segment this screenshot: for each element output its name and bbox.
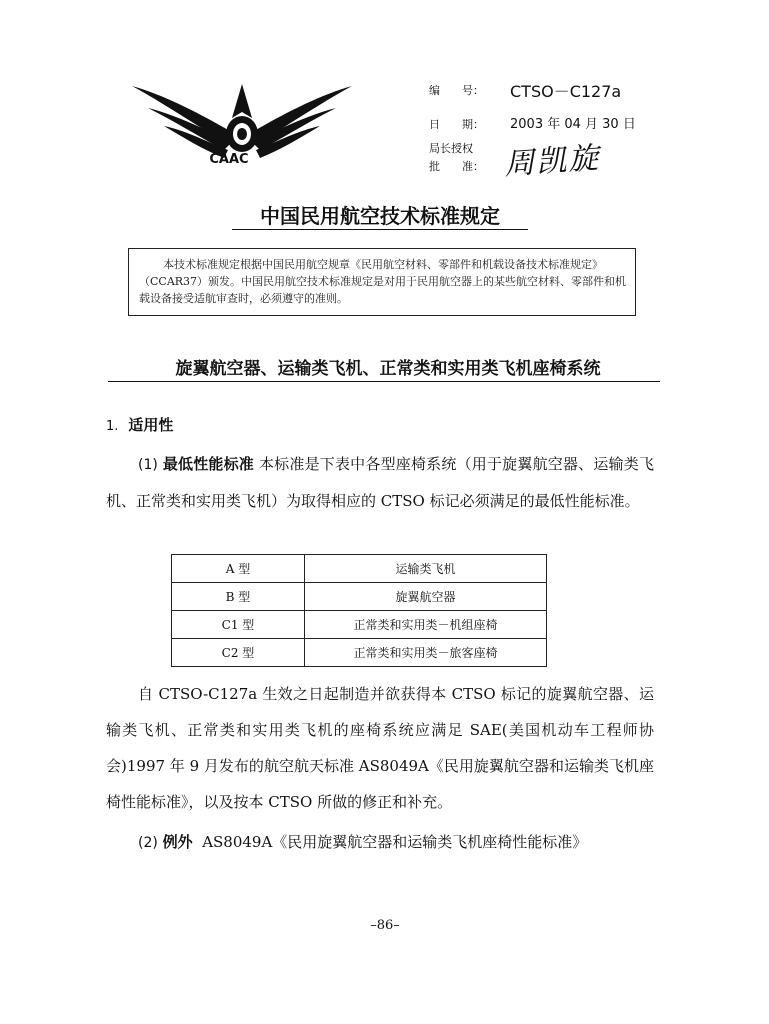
logo-text: CAAC	[209, 152, 249, 167]
paragraph-1-text: 本标准是下表中各型座椅系统（用于旋翼航空器、运输类飞机、正常类和实用类飞机）为取得相应的 CTSO 标记必须满足的最低性能标准。	[106, 455, 654, 510]
intro-text: 本技术标准规定根据中国民用航空规章《民用航空材料、零部件和机载设备技术标准规定》（CCAR37）颁发。中国民用航空技术标准规定是对用于民用航空器上的某些航空材料、零部件和机载设备接受适航审查时，必须遵守的准则。	[139, 258, 627, 305]
signature: 周凯旋	[503, 140, 602, 183]
table-row	[172, 583, 547, 611]
title-underline	[232, 229, 528, 230]
date-value: 2003 年 04 月 30 日	[510, 117, 636, 132]
table-cell-type: B 型	[172, 583, 305, 611]
table-row	[172, 555, 547, 583]
table-cell-type: C1 型	[172, 611, 305, 639]
auth-label-line2: 批 准：	[429, 160, 484, 173]
seat-type-table	[171, 554, 547, 667]
paragraph-3-label: (2)	[138, 835, 158, 851]
paragraph-1-heading: 最低性能标准	[162, 455, 255, 473]
doc-number-label: 编 号：	[429, 84, 484, 97]
page-number: –86–	[370, 918, 400, 933]
paragraph-1-label: (1)	[138, 457, 158, 473]
date-label: 日 期：	[429, 118, 484, 131]
section-heading	[106, 414, 173, 435]
paragraph-2: 自 CTSO-C127a 生效之日起制造并欲获得本 CTSO 标记的旋翼航空器、运输类飞机、正常类和实用类飞机的座椅系统应满足 SAE(美国机动车工程师协会)1997 年 9 月发布的航空航天标准 AS8049A《民用旋翼航空器和运输类飞机座椅性能标准》，以及按本 CTSO 所做的修正和补充。	[106, 685, 654, 811]
section-title: 适用性	[128, 416, 174, 434]
table-row	[172, 611, 547, 639]
table-cell-desc: 旋翼航空器	[305, 583, 547, 611]
table-cell-desc: 运输类飞机	[305, 555, 547, 583]
intro-box	[128, 248, 636, 316]
table-row	[172, 639, 547, 667]
auth-label-line1: 局长授权	[429, 142, 473, 155]
table-cell-type: A 型	[172, 555, 305, 583]
table-cell-desc: 正常类和实用类－旅客座椅	[305, 639, 547, 667]
document-title: 中国民用航空技术标准规定	[260, 204, 500, 228]
standard-subtitle: 旋翼航空器、运输类飞机、正常类和实用类飞机座椅系统	[175, 359, 601, 379]
table-cell-type: C2 型	[172, 639, 305, 667]
paragraph-3	[106, 824, 654, 861]
paragraph-1	[106, 446, 654, 519]
subtitle-underline	[108, 381, 660, 382]
paragraph-3-text: AS8049A《民用旋翼航空器和运输类飞机座椅性能标准》	[202, 833, 588, 851]
table-cell-desc: 正常类和实用类－机组座椅	[305, 611, 547, 639]
paragraph-3-heading: 例外	[162, 833, 193, 851]
doc-number-value: CTSO－C127a	[510, 82, 622, 101]
section-number: 1.	[106, 419, 119, 434]
